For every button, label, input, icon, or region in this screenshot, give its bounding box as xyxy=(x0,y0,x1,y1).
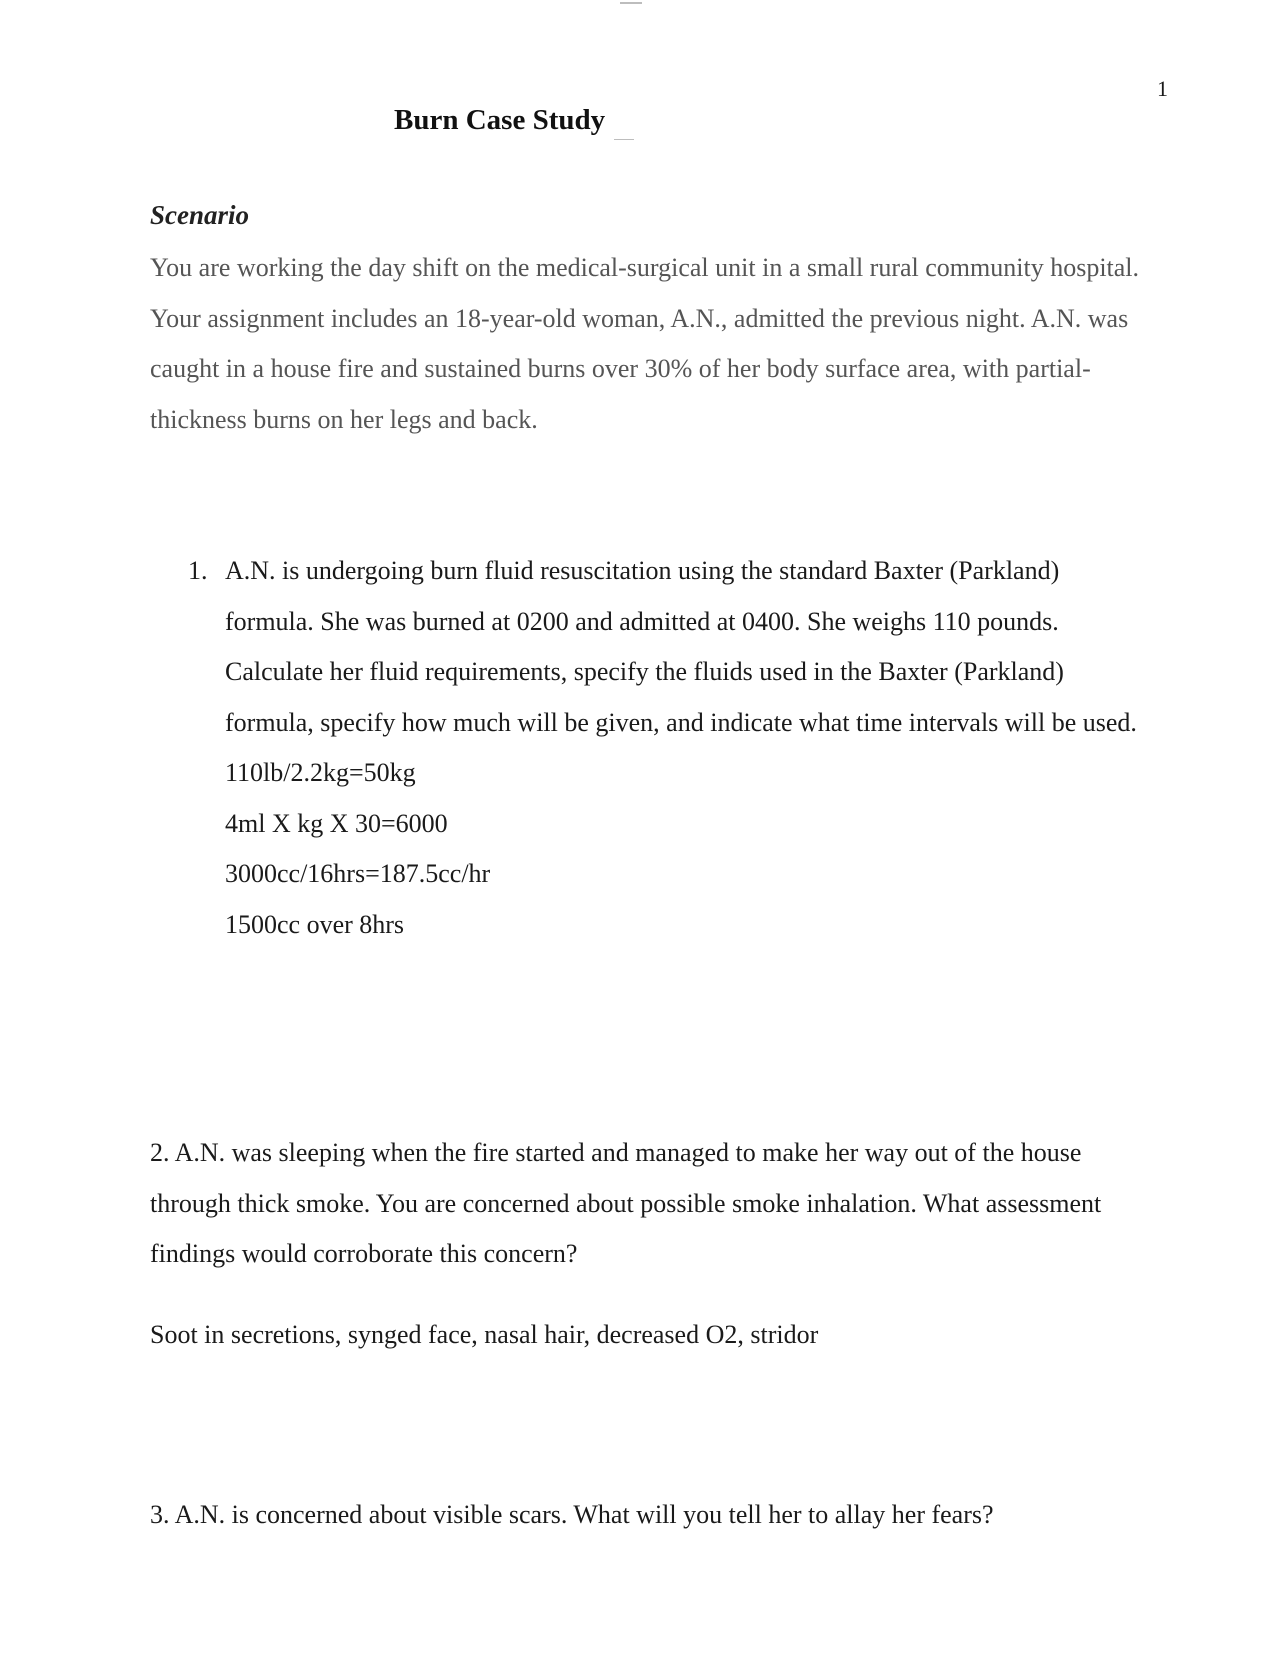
question-2-text: 2. A.N. was sleeping when the fire started and managed to make her way out of the house through thick smoke. You are concerned about possible smoke inhalation. What assessment findings would corroborate this concern? xyxy=(150,1138,1102,1268)
answer-line: 110lb/2.2kg=50kg xyxy=(225,758,416,787)
question-1-text: A.N. is undergoing burn fluid resuscitation using the standard Baxter (Parkland) formula. She was burned at 0200 and admitted at 0400. She weighs 110 pounds. Calculate her fluid requirements, specify the fluids used in the Baxter (Parkland) formula, specify how much will be given, and indicate what time intervals will be used. xyxy=(225,556,1137,737)
answer-line: 4ml X kg X 30=6000 xyxy=(225,808,448,838)
scenario-heading: Scenario xyxy=(150,200,250,230)
answer-line: 3000cc/16hrs=187.5cc/hr xyxy=(225,859,491,888)
question-1 xyxy=(150,546,1150,950)
question-2-answer: Soot in secretions, synged face, nasal hair, decreased O2, stridor xyxy=(150,1320,819,1349)
question-1-answers xyxy=(225,748,1150,950)
answer-line: 1500cc over 8hrs xyxy=(225,909,405,939)
scenario-paragraph: You are working the day shift on the medical-surgical unit in a small rural community hospital. Your assignment includes an 18-year-old woman, A.N., admitted the previous night. A.N. was caught in a house fire and sustained burns over 30% of her body surface area, with partial-thickness burns on her legs and back. xyxy=(150,253,1140,434)
question-3-text: 3. A.N. is concerned about visible scars. What will you tell her to allay her fears? xyxy=(150,1500,994,1529)
title-mark xyxy=(614,139,634,140)
page-number: 1 xyxy=(1157,76,1168,101)
document-title: Burn Case Study xyxy=(394,104,606,136)
header-mark xyxy=(620,2,642,4)
question-1-number: 1. xyxy=(188,556,208,585)
